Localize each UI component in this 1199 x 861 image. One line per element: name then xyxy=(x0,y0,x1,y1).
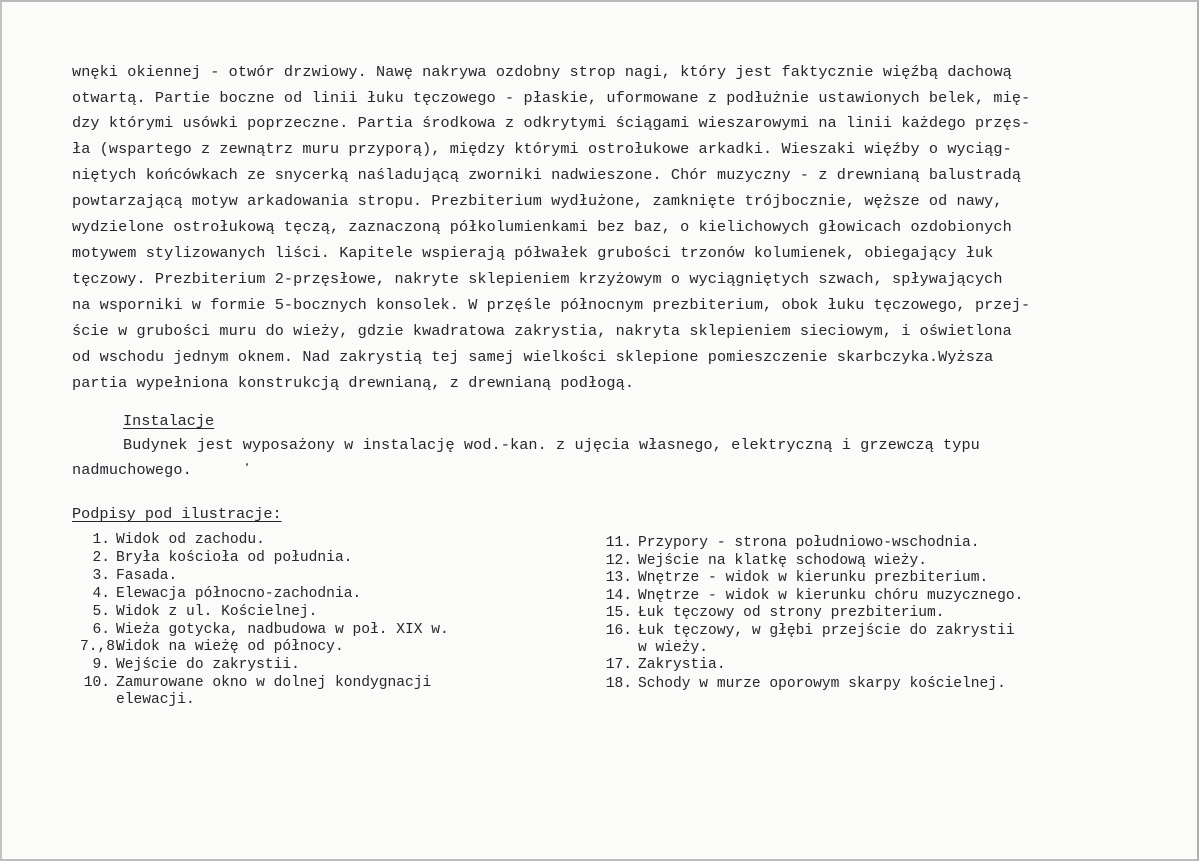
caption-number: 3. xyxy=(92,568,110,584)
caption-text: Wejście na klatkę schodową wieży. xyxy=(638,553,928,569)
caption-item xyxy=(74,605,317,620)
caption-text: Widok na wieżę od północy. xyxy=(116,639,344,655)
caption-number: 17. xyxy=(605,657,632,673)
caption-item xyxy=(596,641,708,656)
paragraph-line: niętych końcówkach ze snycerką naśladującą zworniki nadwieszone. Chór muzyczny - z drewnianą balustradą xyxy=(72,166,1022,184)
caption-item xyxy=(74,569,177,584)
caption-number: 12. xyxy=(605,553,632,569)
caption-text: Przypory - strona południowo-wschodnia. xyxy=(638,535,980,551)
caption-item xyxy=(74,587,361,602)
ink-speck xyxy=(246,463,248,466)
caption-item xyxy=(74,623,449,638)
installations-line-2: nadmuchowego. xyxy=(72,461,192,479)
caption-text: w wieży. xyxy=(638,640,709,656)
caption-text: Wnętrze - widok w kierunku prezbiterium. xyxy=(638,570,989,586)
caption-number: 18. xyxy=(605,676,632,692)
caption-item xyxy=(74,551,352,566)
caption-number: 10. xyxy=(83,675,110,691)
caption-item xyxy=(596,536,980,551)
caption-text: Elewacja północno-zachodnia. xyxy=(116,586,362,602)
caption-number: 7.,8. xyxy=(80,639,124,655)
caption-item xyxy=(74,640,344,655)
captions-heading: Podpisy pod ilustracje: xyxy=(72,505,282,523)
caption-text: Schody w murze oporowym skarpy kościelnej. xyxy=(638,676,1006,692)
caption-item xyxy=(74,693,195,708)
paragraph-line: tęczowy. Prezbiterium 2-przęsłowe, nakryte sklepieniem krzyżowym o wyciągniętych szwach, spływających xyxy=(72,270,1003,288)
caption-text: elewacji. xyxy=(116,692,195,708)
caption-text: Wieża gotycka, nadbudowa w poł. XIX w. xyxy=(116,622,449,638)
caption-text: Zamurowane okno w dolnej kondygnacji xyxy=(116,675,432,691)
caption-item xyxy=(596,554,927,569)
caption-item xyxy=(74,676,431,691)
installations-line-1: Budynek jest wyposażony w instalację wod.-kan. z ujęcia własnego, elektryczną i grzewczą typu xyxy=(123,436,980,454)
paragraph-line: wydzielone ostrołukową tęczą, zaznaczoną półkolumienkami bez baz, o kielichowych głowicach ozdobionych xyxy=(72,218,1012,236)
caption-item xyxy=(596,589,1023,604)
caption-text: Bryła kościoła od południa. xyxy=(116,550,353,566)
paragraph-line: motywem stylizowanych liści. Kapitele wspierają półwałek grubości trzonów kolumienek, obiegający łuk xyxy=(72,244,994,262)
caption-number: 2. xyxy=(92,550,110,566)
caption-item xyxy=(74,533,265,548)
installations-heading: Instalacje xyxy=(123,412,215,430)
caption-item xyxy=(596,624,1015,639)
paragraph-line: wnęki okiennej - otwór drzwiowy. Nawę nakrywa ozdobny strop nagi, który jest faktycznie więźbą dachową xyxy=(72,63,1012,81)
paragraph-line: partia wypełniona konstrukcją drewnianą, z drewnianą podłogą. xyxy=(72,374,635,392)
caption-item xyxy=(596,658,726,673)
caption-text: Łuk tęczowy, w głębi przejście do zakrystii xyxy=(638,623,1015,639)
paragraph-line: na wsporniki w formie 5-bocznych konsolek. W przęśle północnym prezbiterium, obok łuku tęczowego, przej- xyxy=(72,296,1031,314)
caption-number: 15. xyxy=(605,605,632,621)
caption-number: 4. xyxy=(92,586,110,602)
caption-text: Łuk tęczowy od strony prezbiterium. xyxy=(638,605,945,621)
paragraph-line: ła (wspartego z zewnątrz muru przyporą), między którymi ostrołukowe arkadki. Wieszaki więźby o wyciąg- xyxy=(72,140,1012,158)
caption-number: 11. xyxy=(605,535,632,551)
paragraph-line: dzy którymi usówki poprzeczne. Partia środkowa z odkrytymi ściągami wieszarowymi na linii każdego przęs- xyxy=(72,114,1031,132)
paragraph-line: powtarzającą motyw arkadowania stropu. Prezbiterium wydłużone, zamknięte trójbocznie, węższe od nawy, xyxy=(72,192,1003,210)
caption-item xyxy=(74,658,300,673)
paragraph-line: ście w grubości muru do wieży, gdzie kwadratowa zakrystia, nakryta sklepieniem sieciowym, i oświetlona xyxy=(72,322,1012,340)
paragraph-line: otwartą. Partie boczne od linii łuku tęczowego - płaskie, uformowane z podłużnie ustawionych belek, mię- xyxy=(72,89,1031,107)
caption-number: 5. xyxy=(92,604,110,620)
caption-number: 1. xyxy=(92,532,110,548)
caption-number: 16. xyxy=(605,623,632,639)
caption-text: Wejście do zakrystii. xyxy=(116,657,300,673)
caption-item xyxy=(596,606,945,621)
caption-number: 9. xyxy=(92,657,110,673)
caption-number: 14. xyxy=(605,588,632,604)
caption-number: 6. xyxy=(92,622,110,638)
caption-text: Fasada. xyxy=(116,568,178,584)
caption-number: 13. xyxy=(605,570,632,586)
paragraph-line: od wschodu jednym oknem. Nad zakrystią tej samej wielkości sklepione pomieszczenie skarbczyka.Wyższa xyxy=(72,348,994,366)
caption-item xyxy=(596,677,1006,692)
caption-text: Widok z ul. Kościelnej. xyxy=(116,604,318,620)
caption-item xyxy=(596,571,988,586)
caption-text: Widok od zachodu. xyxy=(116,532,265,548)
caption-text: Wnętrze - widok w kierunku chóru muzycznego. xyxy=(638,588,1024,604)
caption-text: Zakrystia. xyxy=(638,657,726,673)
